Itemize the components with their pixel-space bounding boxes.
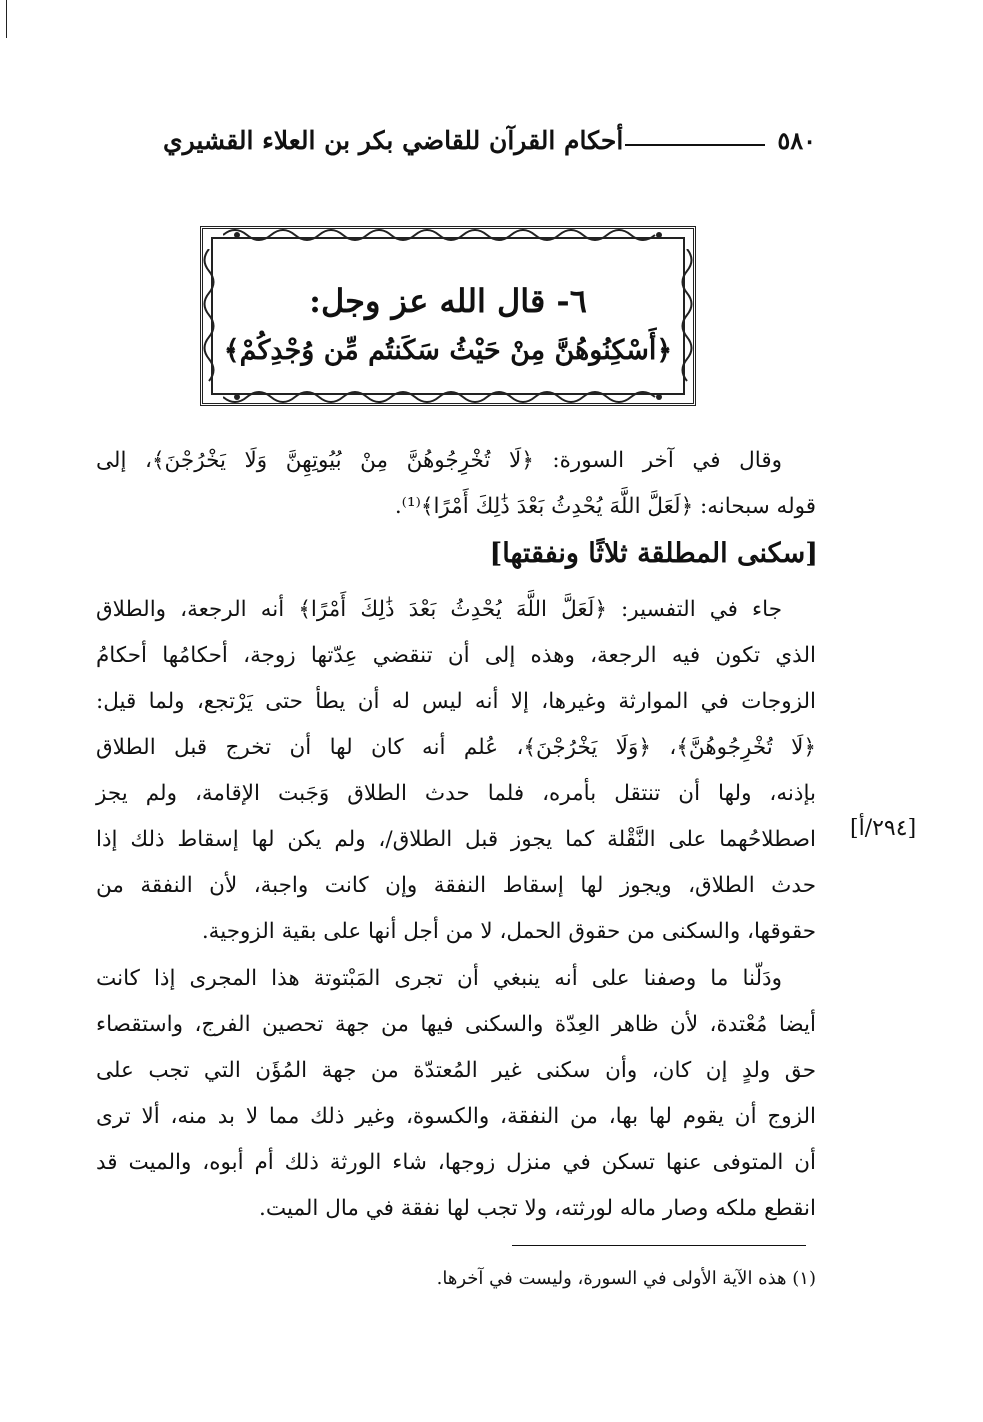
- text-line: انقطع ملكه وصار ماله لورثته، ولا تجب لها نفقة في مال الميت.: [259, 1196, 816, 1221]
- section-title: [سكنى المطلقة ثلاثًا ونفقتها]: [489, 538, 818, 569]
- verse-heading-number: ٦- قال الله عز وجل:: [309, 282, 587, 320]
- footnote: (١) هذه الآية الأولى في السورة، وليست في آخرها.: [436, 1268, 816, 1289]
- text-line: حقوقها، والسكنى من حقوق الحمل، لا من أجل أنها على بقية الزوجية.: [201, 919, 816, 944]
- paragraph-1: [96, 587, 816, 955]
- page-edge-line: [6, 0, 7, 38]
- page-number: ٥٨٠: [777, 125, 816, 155]
- text-line: الذي تكون فيه الرجعة، وهذه إلى أن تنقضي عِدّتها زوجة، أحكامُها أحكامُ: [96, 643, 816, 668]
- text-line: أيضا مُعْتدة، لأن ظاهر العِدّة والسكنى فيها من جهة تحصين الفرج، واستقصاء: [96, 1012, 816, 1037]
- text-line: الزوجات في الموارثة وغيرها، إلا أنه ليس له أن يطأ حتى يَرْتجع، ولما قيل:: [96, 689, 816, 714]
- text-line: حق ولدٍ إن كان، وأن سكنى غير المُعتدّة من جهة المُؤَن التي تجب على: [96, 1058, 816, 1083]
- verse-heading-text: ﴿أَسْكِنُوهُنَّ مِنْ حَيْثُ سَكَنتُم مِّن وُجْدِكُمْ﴾: [223, 335, 673, 366]
- text-line: أن المتوفى عنها تسكن في منزل زوجها، شاء الورثة ذلك أم أبوه، والميت قد: [96, 1150, 816, 1175]
- header-rule: [625, 144, 765, 146]
- ornament-bottom-icon: [223, 389, 673, 405]
- running-header: [96, 118, 816, 162]
- ornamental-heading-frame: [200, 226, 696, 406]
- intro-paragraph: [96, 438, 816, 530]
- text-line: ودَلّنا ما وصفنا على أنه ينبغي أن تجرى المَبْتوتة هذا المجرى إذا كانت: [96, 966, 782, 991]
- text-line: قوله سبحانه: ﴿لَعَلَّ اللَّهَ يُحْدِثُ بَعْدَ ذَٰلِكَ أَمْرًا﴾⁽¹⁾.: [394, 494, 816, 519]
- text-line: وقال في آخر السورة: ﴿لَا تُخْرِجُوهُنَّ مِنْ بُيُوتِهِنَّ وَلَا يَخْرُجْنَ﴾، إلى: [96, 448, 782, 473]
- manuscript-folio-note: [٢٩٤/أ]: [850, 816, 917, 841]
- text-line: جاء في التفسير: ﴿لَعَلَّ اللَّهَ يُحْدِثُ بَعْدَ ذَٰلِكَ أَمْرًا﴾ أنه الرجعة، والطلاق: [96, 597, 782, 622]
- ornament-top-icon: [223, 227, 673, 243]
- text-line: اصطلاحُهما على النَّقْلة كما يجوز قبل الطلاق/، ولم يكن لها إسقاط ذلك إذا: [96, 827, 816, 852]
- book-title: أحكام القرآن للقاضي بكر بن العلاء القشيري: [163, 125, 624, 155]
- text-line: الزوج أن يقوم لها بها، من النفقة، والكسوة، وغير ذلك مما لا بد منه، ألا ترى: [96, 1104, 816, 1129]
- text-line: حدث الطلاق، ويجوز لها إسقاط النفقة وإن كانت واجبة، لأن النفقة من: [96, 873, 816, 898]
- paragraph-2: [96, 956, 816, 1232]
- footnote-separator: [512, 1245, 806, 1246]
- text-line: بإذنه، ولها أن تنتقل بأمره، فلما حدث الطلاق وَجَبت الإقامة، ولم يجز: [96, 781, 816, 806]
- text-line: ﴿لَا تُخْرِجُوهُنَّ﴾، ﴿وَلَا يَخْرُجْنَ﴾، عُلم أنه كان لها أن تخرج قبل الطلاق: [96, 735, 816, 760]
